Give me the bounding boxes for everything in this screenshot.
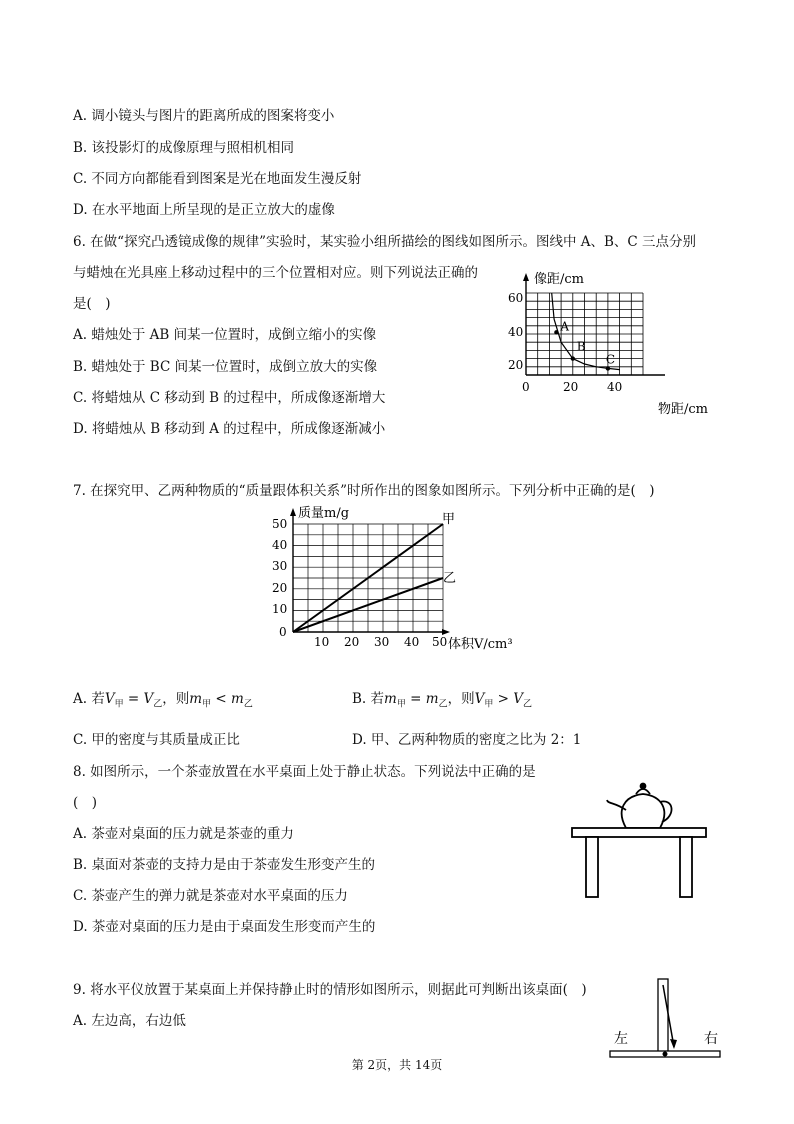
q8-teapot-table-figure xyxy=(568,780,713,900)
q7-label-jia: 甲 xyxy=(442,512,456,527)
q7-ytick-0: 0 xyxy=(279,625,287,639)
q5-option-a: A. 调小镜头与图片的距离所成的图案将变小 xyxy=(73,108,335,124)
q6-xtick-40: 40 xyxy=(607,380,623,394)
q7-option-d: D. 甲、乙两种物质的密度之比为 2：1 xyxy=(352,732,582,748)
q7-option-a: A. 若$V_甲 = V_乙$，则$m_甲 < m_乙$ xyxy=(73,691,253,710)
q5-option-d: D. 在水平地面上所呈现的是正立放大的虚像 xyxy=(73,202,335,218)
q7-xtick-40: 40 xyxy=(404,635,420,649)
q7-xtick-10: 10 xyxy=(314,635,330,649)
q7-xtick-50: 50 xyxy=(432,635,448,649)
q6-lens-chart xyxy=(500,265,720,425)
level-post xyxy=(658,979,668,1055)
page-footer: 第 2页，共 14页 xyxy=(351,1058,443,1072)
q6-option-c: C. 将蜡烛从 C 移动到 B 的过程中，所成像逐渐增大 xyxy=(73,390,386,406)
q7-ytick-30: 30 xyxy=(272,559,288,573)
q7-option-b: B. 若$m_甲 = m_乙$，则$V_甲 > V_乙$ xyxy=(352,691,533,710)
q6-stem-line1: 6. 在做“探究凸透镜成像的规律”实验时，某实验小组所描绘的图线如图所示。图线中 A、B、C 三点分别 xyxy=(73,234,697,250)
q6-xlabel: 物距/cm xyxy=(658,402,708,417)
q8-option-c: C. 茶壶产生的弹力就是茶壶对水平桌面的压力 xyxy=(73,888,348,904)
q5-option-b: B. 该投影灯的成像原理与照相机相同 xyxy=(73,140,295,156)
q8-option-a: A. 茶壶对桌面的压力就是茶壶的重力 xyxy=(73,826,294,842)
q6-ylabel: 像距/cm xyxy=(534,272,584,287)
q6-label-a: A xyxy=(560,319,570,334)
teapot-body xyxy=(622,794,665,828)
q6-option-a: A. 蜡烛处于 AB 间某一位置时，成倒立缩小的实像 xyxy=(73,327,377,343)
q6-label-b: B xyxy=(576,339,586,354)
teapot-knob xyxy=(641,784,646,789)
q6-point-b xyxy=(571,356,575,360)
q6-stem-line3: 是( ) xyxy=(73,296,111,312)
table-leg-left xyxy=(586,837,598,897)
table-top xyxy=(572,828,706,837)
q7-ytick-20: 20 xyxy=(272,581,288,595)
q7-option-c: C. 甲的密度与其质量成正比 xyxy=(73,732,240,748)
q7-y-arrow xyxy=(290,508,296,516)
q7-ytick-10: 10 xyxy=(272,602,288,616)
q6-point-a xyxy=(554,330,558,334)
q7-xlabel: 体积V/cm³ xyxy=(448,637,513,652)
q6-xtick-20: 20 xyxy=(563,380,579,394)
q5-option-c: C. 不同方向都能看到图案是光在地面发生漫反射 xyxy=(73,171,362,187)
q6-ytick-40: 40 xyxy=(508,325,524,339)
q6-option-d: D. 将蜡烛从 B 移动到 A 的过程中，所成像逐渐减小 xyxy=(73,421,386,437)
q9-left-label: 左 xyxy=(614,1031,628,1047)
q7-xtick-30: 30 xyxy=(374,635,390,649)
q6-ytick-20: 20 xyxy=(508,358,524,372)
q6-ytick-60: 60 xyxy=(508,291,524,305)
q7-stem: 7. 在探究甲、乙两种物质的“质量跟体积关系”时所作出的图象如图所示。下列分析中正确的是( ) xyxy=(73,483,655,499)
q7-label-yi: 乙 xyxy=(443,571,457,586)
table-leg-right xyxy=(680,837,692,897)
q6-option-b: B. 蜡烛处于 BC 间某一位置时，成倒立放大的实像 xyxy=(73,359,378,375)
q9-right-label: 右 xyxy=(704,1031,718,1047)
q7-xtick-20: 20 xyxy=(344,635,360,649)
q9-level-figure xyxy=(608,975,728,1065)
q7-ylabel: 质量m/g xyxy=(298,506,350,521)
q9-option-a: A. 左边高，右边低 xyxy=(73,1013,186,1029)
q8-option-d: D. 茶壶对桌面的压力是由于桌面发生形变而产生的 xyxy=(73,919,376,935)
q6-y-arrow xyxy=(523,273,529,281)
q7-ytick-40: 40 xyxy=(272,538,288,552)
q7-mass-volume-chart xyxy=(262,500,532,658)
q6-label-c: C xyxy=(605,352,616,367)
q6-point-c xyxy=(606,366,610,370)
q6-xtick-0: 0 xyxy=(522,380,530,394)
q9-stem: 9. 将水平仪放置于某桌面上并保持静止时的情形如图所示，则据此可判断出该桌面( ) xyxy=(73,982,587,998)
plumb-bob xyxy=(670,1039,677,1049)
q6-stem-line2: 与蜡烛在光具座上移动过程中的三个位置相对应。则下列说法正确的 xyxy=(73,265,478,281)
q8-option-b: B. 桌面对茶壶的支持力是由于茶壶发生形变产生的 xyxy=(73,857,376,873)
q8-paren: ( ) xyxy=(73,795,98,811)
q8-stem: 8. 如图所示，一个茶壶放置在水平桌面上处于静止状态。下列说法中正确的是 xyxy=(73,764,536,780)
q7-ytick-50: 50 xyxy=(272,517,288,531)
